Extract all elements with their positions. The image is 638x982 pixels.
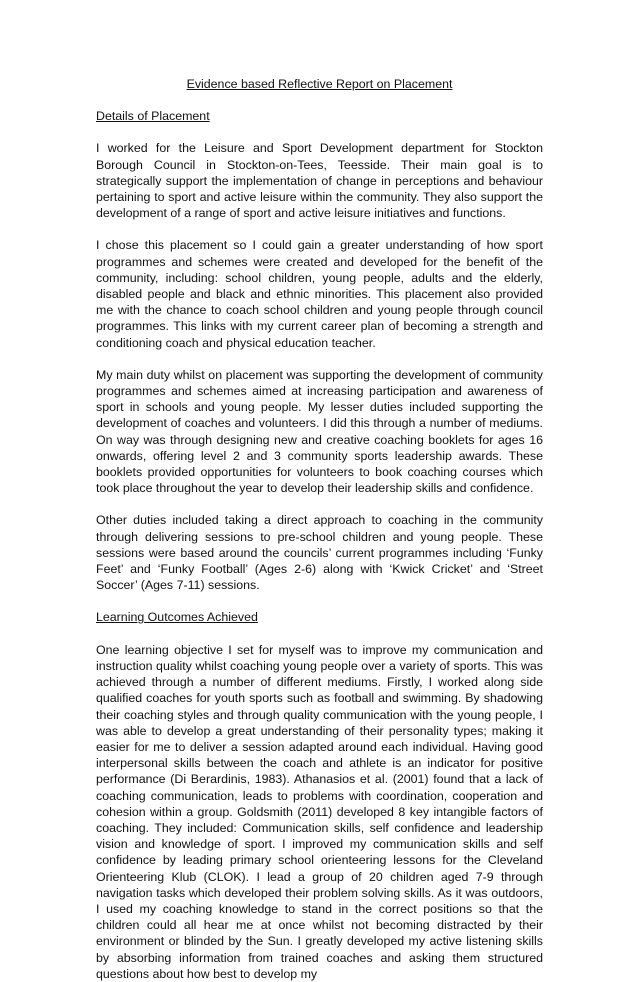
paragraph: I chose this placement so I could gain a greater understanding of how sport programmes and schemes were created and developed for the benefit of the community, including: school children, young people, adults and the elderly, disabled people and black and ethnic minorities. This placement also provided me with the chance to coach school children and young people through council programmes. This links with my current career plan of becoming a strength and conditioning coach and physical education teacher.: [96, 238, 543, 350]
paragraph: I worked for the Leisure and Sport Development department for Stockton Borough Council in Stockton-on-Tees, Teesside. Their main goal is to strategically support the implementation of change in perceptions and behaviour pertaining to sport and active leisure within the community. They also support the development of a range of sport and active leisure initiatives and functions.: [96, 141, 543, 221]
section-heading-details-of-placement: Details of Placement: [96, 109, 210, 124]
paragraph: Other duties included taking a direct approach to coaching in the community through delivering sessions to pre-school children and young people. These sessions were based around the councils’ current programmes including ‘Funky Feet’ and ‘Funky Football’ (Ages 2-6) along with ‘Kwick Cricket’ and ‘Street Soccer’ (Ages 7-11) sessions.: [96, 513, 543, 593]
document-title: Evidence based Reflective Report on Placement: [186, 77, 453, 91]
paragraph: My main duty whilst on placement was supporting the development of community programmes and schemes aimed at increasing participation and awareness of sport in schools and young people. My lesser duties included supporting the development of coaches and volunteers. I did this through a number of mediums. On way was through designing new and creative coaching booklets for ages 16 onwards, offering level 2 and 3 community sports leadership awards. These booklets provided opportunities for volunteers to book coaching courses which took place throughout the year to develop their leadership skills and confidence.: [96, 367, 543, 496]
paragraph: One learning objective I set for myself was to improve my communication and instruction quality whilst coaching young people over a variety of sports. This was achieved through a number of different mediums. Firstly, I worked along side qualified coaches for youth sports such as football and swimming. By shadowing their coaching styles and through quality communication with the young people, I was able to develop a great understanding of their personality types; making it easier for me to deliver a session adapted around each individual. Having good interpersonal skills between the coach and athlete is an indicator for positive performance (Di Berardinis, 1983). Athanasios et al. (2001) found that a lack of coaching communication, leads to problems with coordination, cooperation and cohesion within a group. Goldsmith (2011) developed 8 key intangible factors of coaching. They included: Communication skills, self confidence and leadership vision and knowledge of sport. I improved my communication skills and self confidence by leading primary school orienteering lessons for the Cleveland Orienteering Klub (CLOK). I lead a group of 20 children aged 7-9 through navigation tasks which developed their problem solving skills. As it was outdoors, I used my coaching knowledge to stand in the correct positions so that the children could all hear me at once whilst not becoming distracted by their environment or blinded by the Sun. I greatly developed my active listening skills by absorbing information from trained coaches and asking them structured questions about how best to develop my: [96, 642, 543, 981]
section-heading-learning-outcomes: Learning Outcomes Achieved: [96, 610, 258, 625]
